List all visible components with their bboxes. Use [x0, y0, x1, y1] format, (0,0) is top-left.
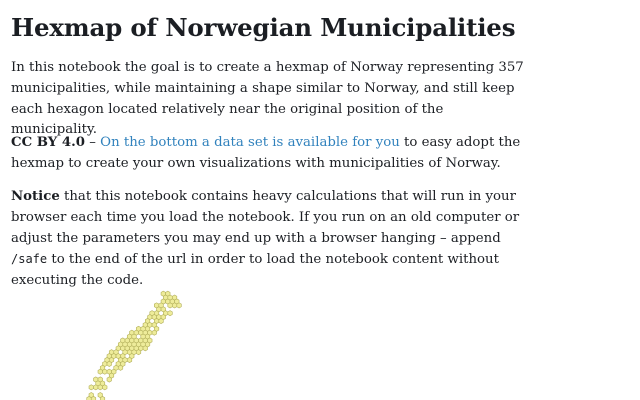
norway-hexmap	[0, 280, 640, 400]
license-paragraph	[11, 133, 526, 175]
municipality-hex	[168, 311, 173, 316]
municipality-hex	[94, 385, 99, 390]
municipality-hex	[127, 357, 132, 362]
municipality-hex	[152, 330, 157, 335]
municipality-hex	[89, 385, 94, 390]
municipality-hex	[107, 377, 112, 382]
municipality-hex	[118, 365, 123, 370]
safe-code: /safe	[11, 252, 48, 267]
municipality-hex	[103, 385, 108, 390]
municipality-hex	[136, 350, 141, 355]
license-label: CC BY 4.0	[11, 135, 86, 150]
intro-paragraph: In this notebook the goal is to create a hexmap of Norway representing 357 municipalities, while maintaining a shape similar to Norway, and still keep each hexagon located relatively near the original position of the municipality.	[11, 60, 524, 138]
municipality-hex	[98, 369, 103, 374]
notice-text-1: that this notebook contains heavy calculations that will run in your browser each time you load the notebook. If you run on an old computer or adjust the parameters you may end up with a browser hanging – append	[11, 189, 520, 246]
notice-text-2: to the end of the url in order to load the notebook content without executing the code.	[11, 252, 499, 289]
municipality-hex	[172, 303, 177, 308]
dataset-link[interactable]: On the bottom a data set is available for you	[100, 135, 400, 150]
municipality-hex	[143, 346, 148, 351]
page-title: Hexmap of Norwegian Municipalities	[11, 13, 516, 42]
municipality-hex	[107, 361, 112, 366]
license-dash: –	[85, 135, 101, 150]
municipality-hex	[168, 303, 173, 308]
municipality-hex	[159, 318, 164, 323]
license-text: to easy adopt the hexmap to create your own visualizations with municipalities of Norway.	[11, 135, 521, 171]
notice-paragraph	[11, 187, 526, 292]
municipality-hex	[177, 303, 182, 308]
notice-label: Notice	[11, 189, 60, 204]
municipality-hex	[98, 385, 103, 390]
municipality-hex	[103, 369, 108, 374]
